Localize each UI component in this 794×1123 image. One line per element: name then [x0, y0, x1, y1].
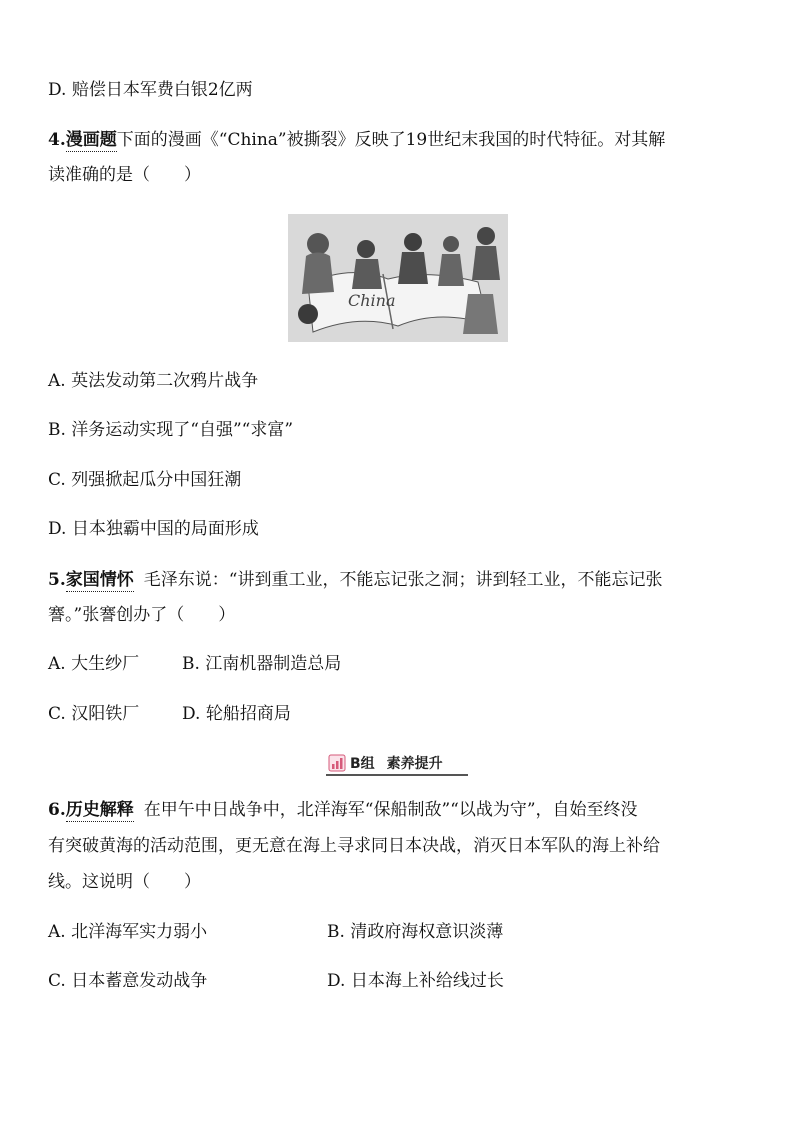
- q6-tag: 历史解释: [65, 800, 134, 820]
- q6-stem-line3: 线。这说明（ ）: [48, 872, 201, 892]
- q4-option-c: C. 列强掀起瓜分中国狂潮: [48, 470, 242, 490]
- q6-option-b: B. 清政府海权意识淡薄: [327, 922, 504, 942]
- q3-option-d: D. 赔偿日本军费白银2亿两: [48, 80, 253, 100]
- q6-number: 6.: [48, 800, 66, 820]
- q6-stem: [48, 799, 638, 821]
- section-title: 素养提升: [386, 756, 443, 772]
- q4-stem-line2: 读准确的是（ ）: [48, 165, 201, 185]
- cartoon-illustration: [288, 214, 508, 342]
- q5-option-b: B. 江南机器制造总局: [182, 654, 342, 674]
- q6-option-c: C. 日本蓄意发动战争: [48, 971, 208, 991]
- q4-stem: [48, 129, 665, 151]
- q4-stem-line1: 下面的漫画《“China”被撕裂》反映了19世纪末我国的时代特征。对其解: [116, 130, 666, 150]
- q4-option-a: A. 英法发动第二次鸦片战争: [48, 371, 259, 391]
- section-group-label: B组: [350, 756, 375, 772]
- chart-bars-icon: [328, 754, 346, 772]
- q5-option-c: C. 汉阳铁厂: [48, 704, 140, 724]
- q4-tag: 漫画题: [65, 130, 117, 150]
- q6-stem-line1: 在甲午中日战争中，北洋海军“保船制敌”“以战为守”，自始至终没: [143, 800, 638, 820]
- q5-stem: [48, 569, 662, 591]
- section-banner: [326, 752, 468, 776]
- q6-option-d: D. 日本海上补给线过长: [327, 971, 504, 991]
- q6-stem-line2: 有突破黄海的活动范围，更无意在海上寻求同日本决战，消灭日本军队的海上补给: [48, 836, 660, 856]
- q5-stem-line2: 謇。”张謇创办了（ ）: [48, 605, 236, 625]
- q5-option-a: A. 大生纱厂: [48, 654, 140, 674]
- q4-option-d: D. 日本独霸中国的局面形成: [48, 519, 259, 539]
- q5-option-d: D. 轮船招商局: [182, 704, 291, 724]
- q5-tag: 家国情怀: [65, 570, 134, 590]
- cartoon-china-label: China: [348, 291, 396, 310]
- q6-option-a: A. 北洋海军实力弱小: [48, 922, 208, 942]
- china-torn-cartoon: [288, 214, 508, 342]
- q4-number: 4.: [48, 130, 66, 150]
- q5-number: 5.: [48, 570, 66, 590]
- q5-stem-line1: 毛泽东说：“讲到重工业，不能忘记张之洞；讲到轻工业，不能忘记张: [143, 570, 663, 590]
- q4-option-b: B. 洋务运动实现了“自强”“求富”: [48, 420, 294, 440]
